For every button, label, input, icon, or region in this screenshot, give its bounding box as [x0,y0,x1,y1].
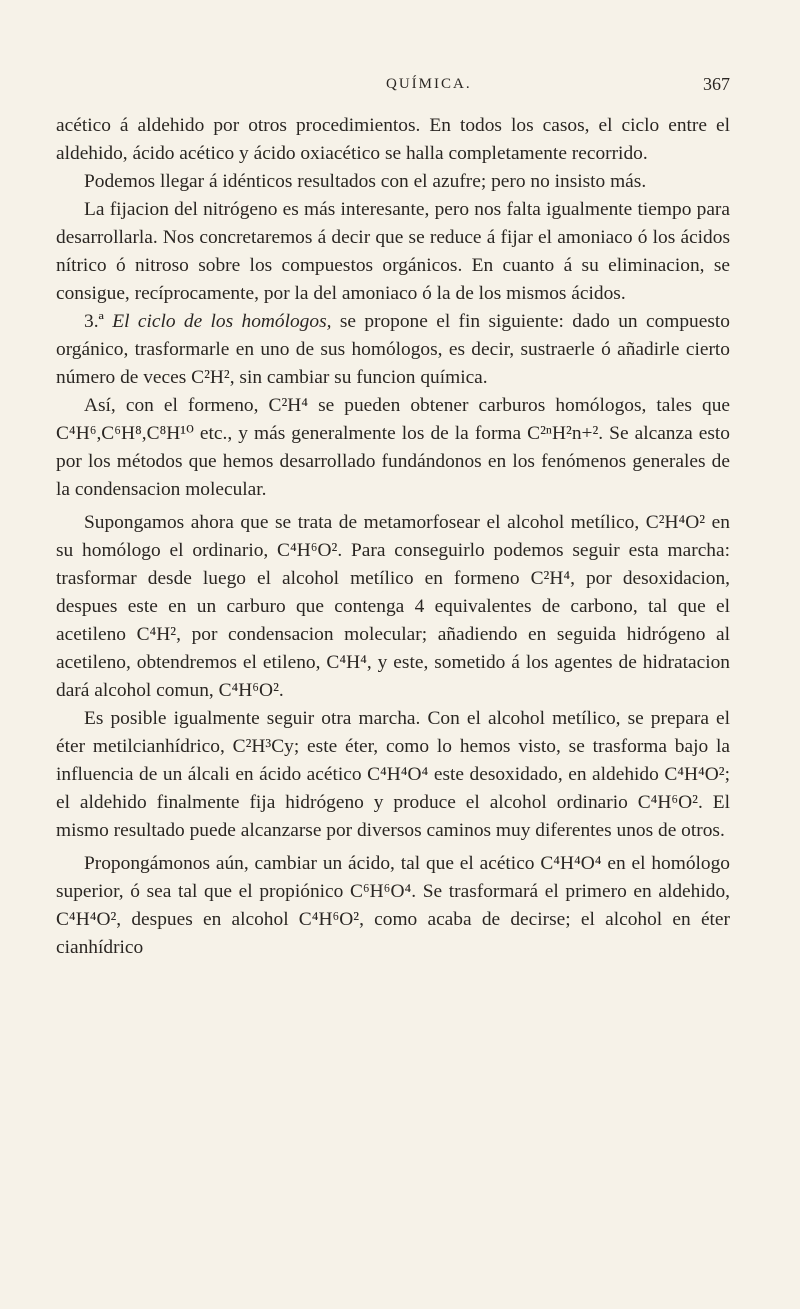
paragraph-nitrogen: La fijacion del nitrógeno es más interesante, pero nos falta igualmente tiempo para desarrollarla. Nos concretaremos á decir que se reduce á fijar el amoniaco ó los ácidos nítrico ó nitroso sobre los compuestos orgánicos. En cuanto á su eliminacion, se consigue, recíprocamente, por la del amoniaco ó la de los mismos ácidos. [56,199,730,304]
paragraph-cycle-acetic: acético á aldehido por otros procedimientos. En todos los casos, el ciclo entre el aldehido, ácido acético y ácido oxiacético se halla completamente recorrido. [56,115,730,164]
running-title: QUÍMICA. [386,76,472,92]
page-header [56,74,730,104]
paragraph-homologues-cycle [56,308,730,392]
section-title: El ciclo de los homólogos, [112,311,332,332]
page-number: 367 [703,74,730,94]
paragraph-acid-homologue: Propongámonos aún, cambiar un ácido, tal que el acético C⁴H⁴O⁴ en el homólogo superior, ó sea tal que el propiónico C⁶H⁶O⁴. Se trasformará el primero en aldehido, C⁴H⁴O², despues en alcohol C⁴H⁶O², como acaba de decirse; el alcohol en éter cianhídrico [56,853,730,958]
paragraph-alternative-route: Es posible igualmente seguir otra marcha. Con el alcohol metílico, se prepara el éter metilcianhídrico, C²H³Cy; este éter, como lo hemos visto, se trasforma bajo la influencia de un álcali en ácido acético C⁴H⁴O⁴ este desoxidado, en aldehido C⁴H⁴O²; el aldehido finalmente fija hidrógeno y produce el alcohol ordinario C⁴H⁶O². El mismo resultado puede alcanzarse por diversos caminos muy diferentes unos de otros. [56,708,730,841]
paragraph-methyl-alcohol: Supongamos ahora que se trata de metamorfosear el alcohol metílico, C²H⁴O² en su homólogo el ordinario, C⁴H⁶O². Para conseguirlo podemos seguir esta marcha: trasformar desde luego el alcohol metílico en formeno C²H⁴, por desoxidacion, despues este en un carburo que contenga 4 equivalentes de carbono, tal que el acetileno C⁴H², por condensacion molecular; añadiendo en seguida hidrógeno al acetileno, obtendremos el etileno, C⁴H⁴, y este, sometido á los agentes de hidratacion dará alcohol comun, C⁴H⁶O². [56,512,730,701]
section-intro-text: se propone el fin siguiente: dado un compuesto orgánico, trasformarle en uno de sus homólogos, es decir, sustraerle ó añadirle cierto número de veces C²H², sin cambiar su funcion química. [56,311,730,388]
paragraph-formene-example: Así, con el formeno, C²H⁴ se pueden obtener carburos homólogos, tales que C⁴H⁶,C⁶H⁸,C⁸H¹⁰ etc., y más generalmente los de la forma C²ⁿH²n+². Se alcanza esto por los métodos que hemos desarrollado fundándonos en los fenómenos generales de la condensacion molecular. [56,395,730,500]
paragraph-sulfur: Podemos llegar á idénticos resultados con el azufre; pero no insisto más. [84,171,647,192]
section-number: 3.ª [84,311,104,332]
